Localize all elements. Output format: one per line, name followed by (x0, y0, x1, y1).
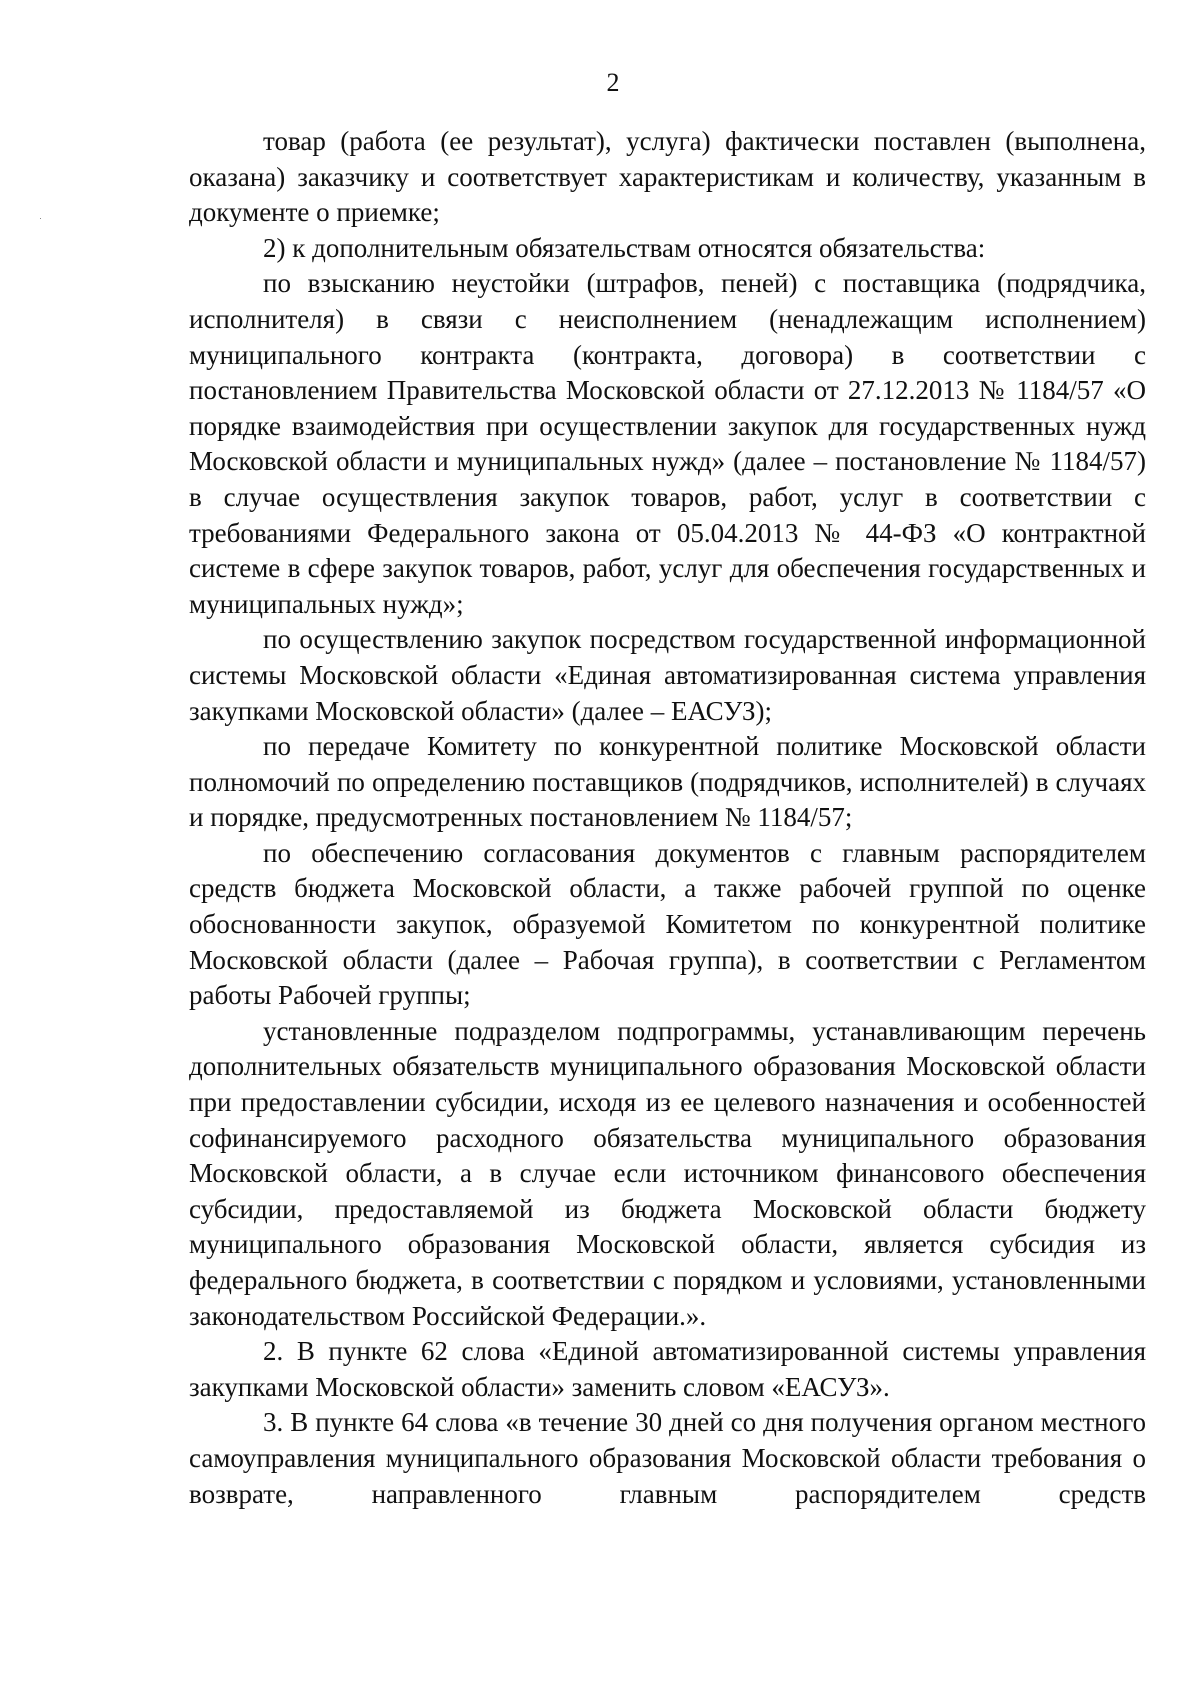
paragraph-committee-powers: по передаче Комитету по конкурентной политике Московской области полномочий по определению поставщиков (подрядчиков, исполнителей) в случаях и порядке, предусмотренных постановлением № 1184/57; (189, 731, 1146, 833)
scan-speck (40, 218, 41, 219)
paragraph-document-approval: по обеспечению согласования документов с главным распорядителем средств бюджета Московской области, а также рабочей группой по оценке обоснованности закупок, образуемой Комитетом по конкурентной политике Московской области (далее – Рабочая группа), в соответствии с Регламентом работы Рабочей группы; (189, 837, 1146, 1011)
paragraph-continuation: товар (работа (ее результат), услуга) фактически поставлен (выполнена, оказана) заказчику и соответствует характеристикам и количеству, указанным в документе о приемке; (189, 126, 1146, 228)
paragraph-additional-obligations: 2) к дополнительным обязательствам относятся обязательства: (263, 232, 986, 263)
paragraph-item-3-clause-64: 3. В пункте 64 слова «в течение 30 дней со дня получения органом местного самоуправления муниципального образования Московской области требования о возврате, направленного главным распорядителем средств (189, 1407, 1146, 1509)
page-number: 2 (606, 68, 620, 97)
paragraph-subprogram-obligations: установленные подразделом подпрограммы, устанавливающим перечень дополнительных обязательств муниципального образования Московской области при предоставлении субсидии, исходя из ее целевого назначения и особенностей софинансируемого расходного обязательства муниципального образования Московской области, а в случае если источником финансового обеспечения субсидии, предоставляемой из бюджета Московской области бюджету муниципального образования Московской области, является субсидия из федерального бюджета, в соответствии с порядком и условиями, установленными законодательством Российской Федерации.». (189, 1015, 1146, 1331)
paragraph-penalty-recovery: по взысканию неустойки (штрафов, пеней) с поставщика (подрядчика, исполнителя) в связи с неисполнением (ненадлежащим исполнением) муниципального контракта (контракта, договора) в соответствии с постановлением Правительства Московской области от 27.12.2013 № 1184/57 «О порядке взаимодействия при осуществлении закупок для государственных нужд Московской области и муниципальных нужд» (далее – постановление № 1184/57) в случае осуществления закупок товаров, работ, услуг в соответствии с требованиями Федерального закона от 05.04.2013 № 44-ФЗ «О контрактной системе в сфере закупок товаров, работ, услуг для обеспечения государственных и муниципальных нужд»; (189, 268, 1146, 619)
document-body (189, 124, 1146, 1512)
paragraph-item-2-clause-62: 2. В пункте 62 слова «Единой автоматизированной системы управления закупками Московской области» заменить словом «ЕАСУЗ». (189, 1336, 1146, 1402)
paragraph-easuz-procurement: по осуществлению закупок посредством государственной информационной системы Московской области «Единая автоматизированная система управления закупками Московской области» (далее – ЕАСУЗ); (189, 624, 1146, 726)
